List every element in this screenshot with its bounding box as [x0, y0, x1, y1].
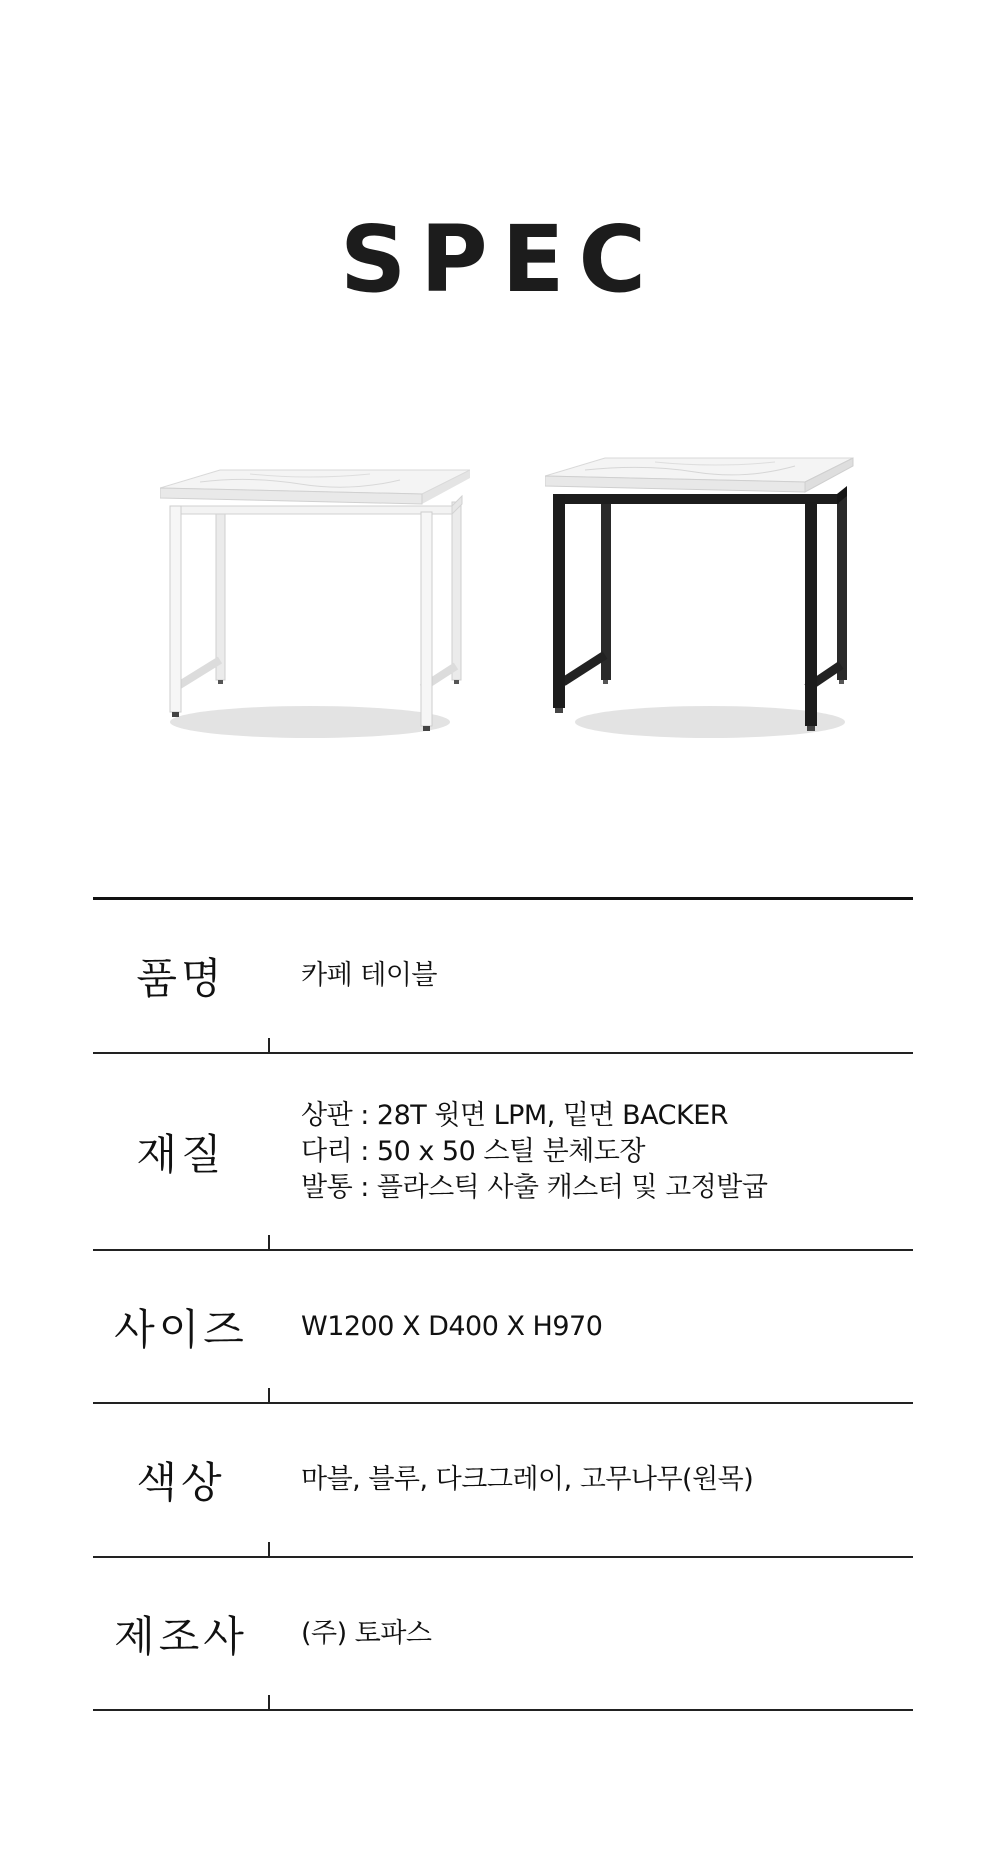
spec-value-line: 상판 : 28T 윗면 LPM, 밑면 BACKER — [301, 1099, 729, 1131]
spec-label: 색상 — [136, 1458, 226, 1507]
spec-row-size — [93, 1251, 913, 1404]
table-black-frame-image — [545, 450, 855, 754]
row-divider-tick — [268, 1038, 270, 1052]
spec-value — [301, 1404, 753, 1556]
table-white-frame-image — [160, 450, 470, 754]
spec-value — [301, 1251, 602, 1402]
product-images — [0, 450, 1000, 770]
row-divider-tick — [268, 1235, 270, 1249]
spec-value-line: W1200 X D400 X H970 — [301, 1310, 603, 1342]
spec-label: 품명 — [136, 954, 226, 1003]
spec-row-material — [93, 1054, 913, 1251]
spec-value-line: 다리 : 50 x 50 스틸 분체도장 — [301, 1135, 645, 1167]
spec-row-color — [93, 1404, 913, 1558]
spec-row-product-name — [93, 900, 913, 1054]
spec-value-line: 발통 : 플라스틱 사출 캐스터 및 고정발굽 — [301, 1171, 768, 1203]
spec-value-line: (주) 토파스 — [301, 1617, 432, 1649]
spec-value-line: 카페 테이블 — [301, 960, 437, 991]
row-divider-tick — [268, 1695, 270, 1709]
spec-value — [301, 1054, 767, 1249]
spec-table — [93, 897, 913, 1711]
spec-row-manufacturer — [93, 1558, 913, 1711]
spec-label: 재질 — [136, 1129, 226, 1179]
spec-label: 사이즈 — [114, 1304, 248, 1354]
spec-label: 제조사 — [114, 1611, 248, 1661]
page-title: SPEC — [339, 206, 661, 313]
spec-value — [301, 1558, 431, 1709]
row-divider-tick — [268, 1388, 270, 1402]
spec-value — [301, 900, 437, 1052]
row-divider-tick — [268, 1542, 270, 1556]
spec-value-line: 마블, 블루, 다크그레이, 고무나무(원목) — [301, 1464, 754, 1495]
